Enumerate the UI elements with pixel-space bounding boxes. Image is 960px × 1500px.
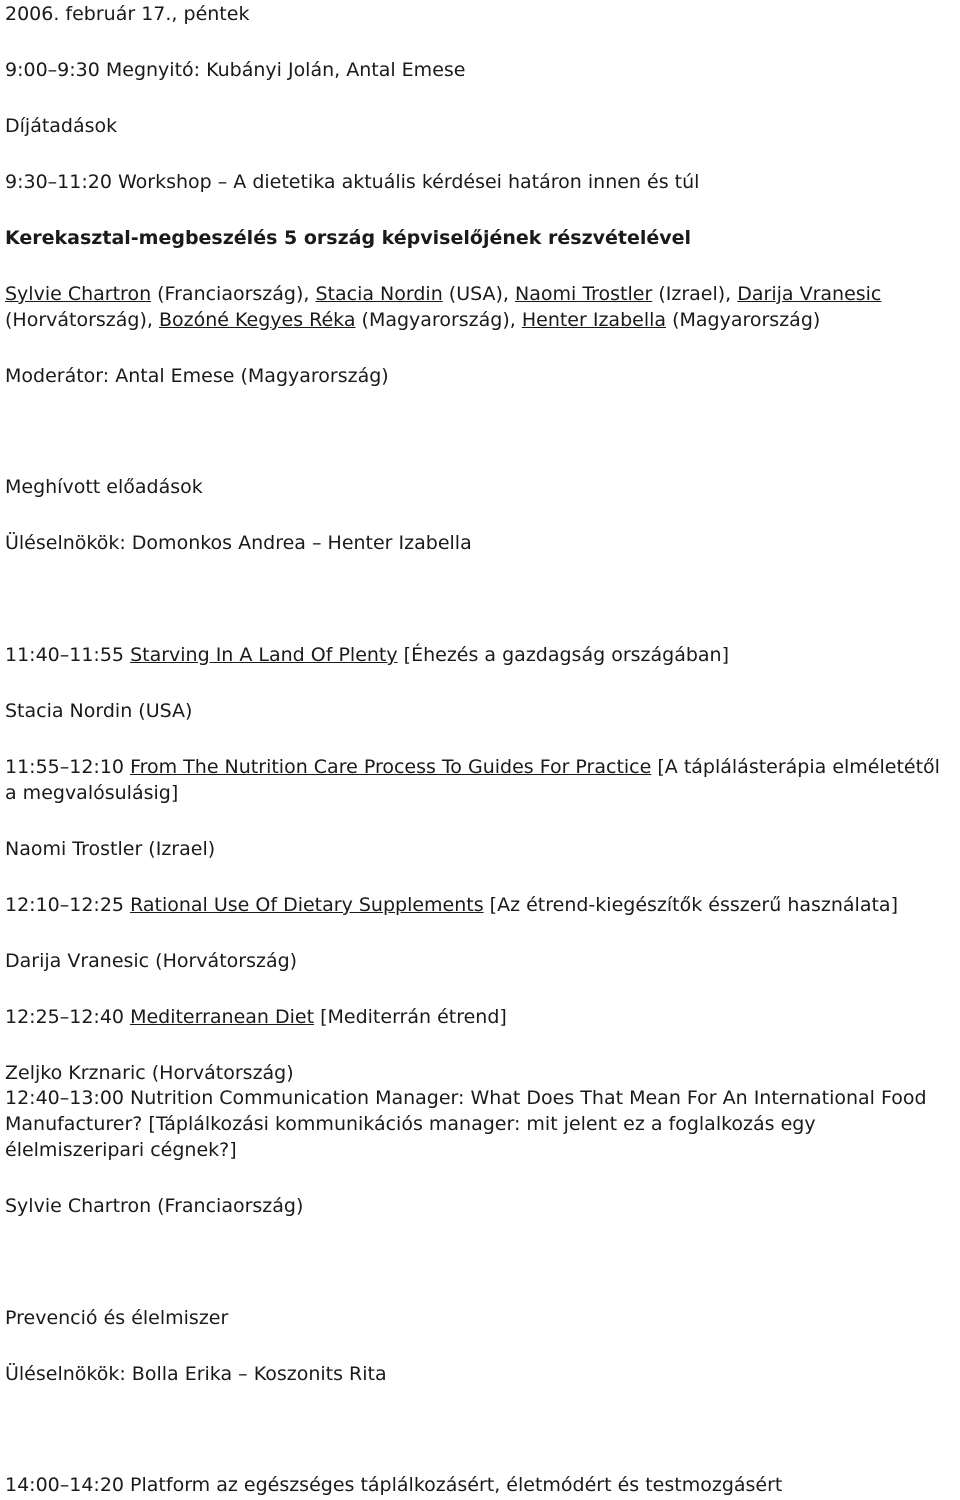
panelist-link-vranesic[interactable]: Darija Vranesic: [737, 283, 882, 305]
talk-line-nutrition-communication: 12:40–13:00 Nutrition Communication Manager: What Does That Mean For An International Food Manufacturer? [Táplálkozási kommunikációs manager: mit jelent ez a foglalkozás egy élelmiszeripari cégnek?]: [5, 1087, 927, 1161]
opening-session: 9:00–9:30 Megnyitó: Kubányi Jolán, Antal Emese: [5, 59, 466, 81]
panelist-country: (Magyarország),: [355, 309, 522, 331]
panelist-country: (Franciaország),: [151, 283, 316, 305]
talk-speaker: Stacia Nordin (USA): [5, 700, 193, 722]
talk-time: 12:10–12:25: [5, 894, 131, 916]
invited-talks-heading: Meghívott előadások: [5, 476, 203, 498]
date-heading: 2006. február 17., péntek: [5, 3, 250, 25]
talk-line: [5, 642, 729, 668]
talk-title-link[interactable]: Rational Use Of Dietary Supplements: [130, 894, 484, 916]
panelist-link-nordin[interactable]: Stacia Nordin: [315, 283, 443, 305]
talk-speaker: Darija Vranesic (Horvátország): [5, 950, 298, 972]
talk-speaker: Zeljko Krznaric (Horvátország): [5, 1062, 294, 1084]
talk-translation: [Mediterrán étrend]: [314, 1006, 507, 1028]
talk-line: [5, 892, 898, 918]
platform-session: 14:00–14:20 Platform az egészséges táplálkozásért, életmódért és testmozgásért: [5, 1474, 783, 1496]
talk-time: 11:40–11:55: [5, 644, 131, 666]
moderator-line: Moderátor: Antal Emese (Magyarország): [5, 365, 389, 387]
talk-title-link[interactable]: From The Nutrition Care Process To Guides For Practice: [130, 756, 652, 778]
talk-time: 11:55–12:10: [5, 756, 131, 778]
talk-line: [5, 1004, 507, 1030]
panelist-link-henter[interactable]: Henter Izabella: [521, 309, 667, 331]
panelist-link-trostler[interactable]: Naomi Trostler: [515, 283, 653, 305]
panelist-country: (Izrael),: [652, 283, 738, 305]
talk-translation: [Éhezés a gazdagság országában]: [397, 644, 730, 666]
talk-title-link[interactable]: Mediterranean Diet: [130, 1006, 315, 1028]
talk-time: 12:25–12:40: [5, 1006, 131, 1028]
panelist-link-chartron[interactable]: Sylvie Chartron: [5, 283, 152, 305]
talk-speaker: Sylvie Chartron (Franciaország): [5, 1195, 304, 1217]
panelist-list: [5, 281, 957, 333]
panelist-country: (USA),: [442, 283, 516, 305]
talk-title-link[interactable]: Starving In A Land Of Plenty: [130, 644, 398, 666]
panelist-link-bozone[interactable]: Bozóné Kegyes Réka: [158, 309, 356, 331]
session-chairs: Üléselnökök: Domonkos Andrea – Henter Izabella: [5, 532, 472, 554]
talk-line: [5, 754, 957, 806]
panelist-country: (Horvátország),: [5, 309, 159, 331]
session-chairs: Üléselnökök: Bolla Erika – Koszonits Rita: [5, 1363, 387, 1385]
panelist-country: (Magyarország): [666, 309, 821, 331]
workshop-title: 9:30–11:20 Workshop – A dietetika aktuális kérdései határon innen és túl: [5, 171, 700, 193]
talk-translation: [A táplálásterápia elméletétől a megvalósulásig]: [5, 756, 940, 804]
roundtable-heading: Kerekasztal-megbeszélés 5 ország képviselőjének részvételével: [5, 227, 692, 249]
awards-label: Díjátadások: [5, 115, 118, 137]
talk-speaker: Naomi Trostler (Izrael): [5, 838, 216, 860]
section-heading-prevention: Prevenció és élelmiszer: [5, 1307, 229, 1329]
talk-translation: [Az étrend-kiegészítők ésszerű használata]: [483, 894, 898, 916]
